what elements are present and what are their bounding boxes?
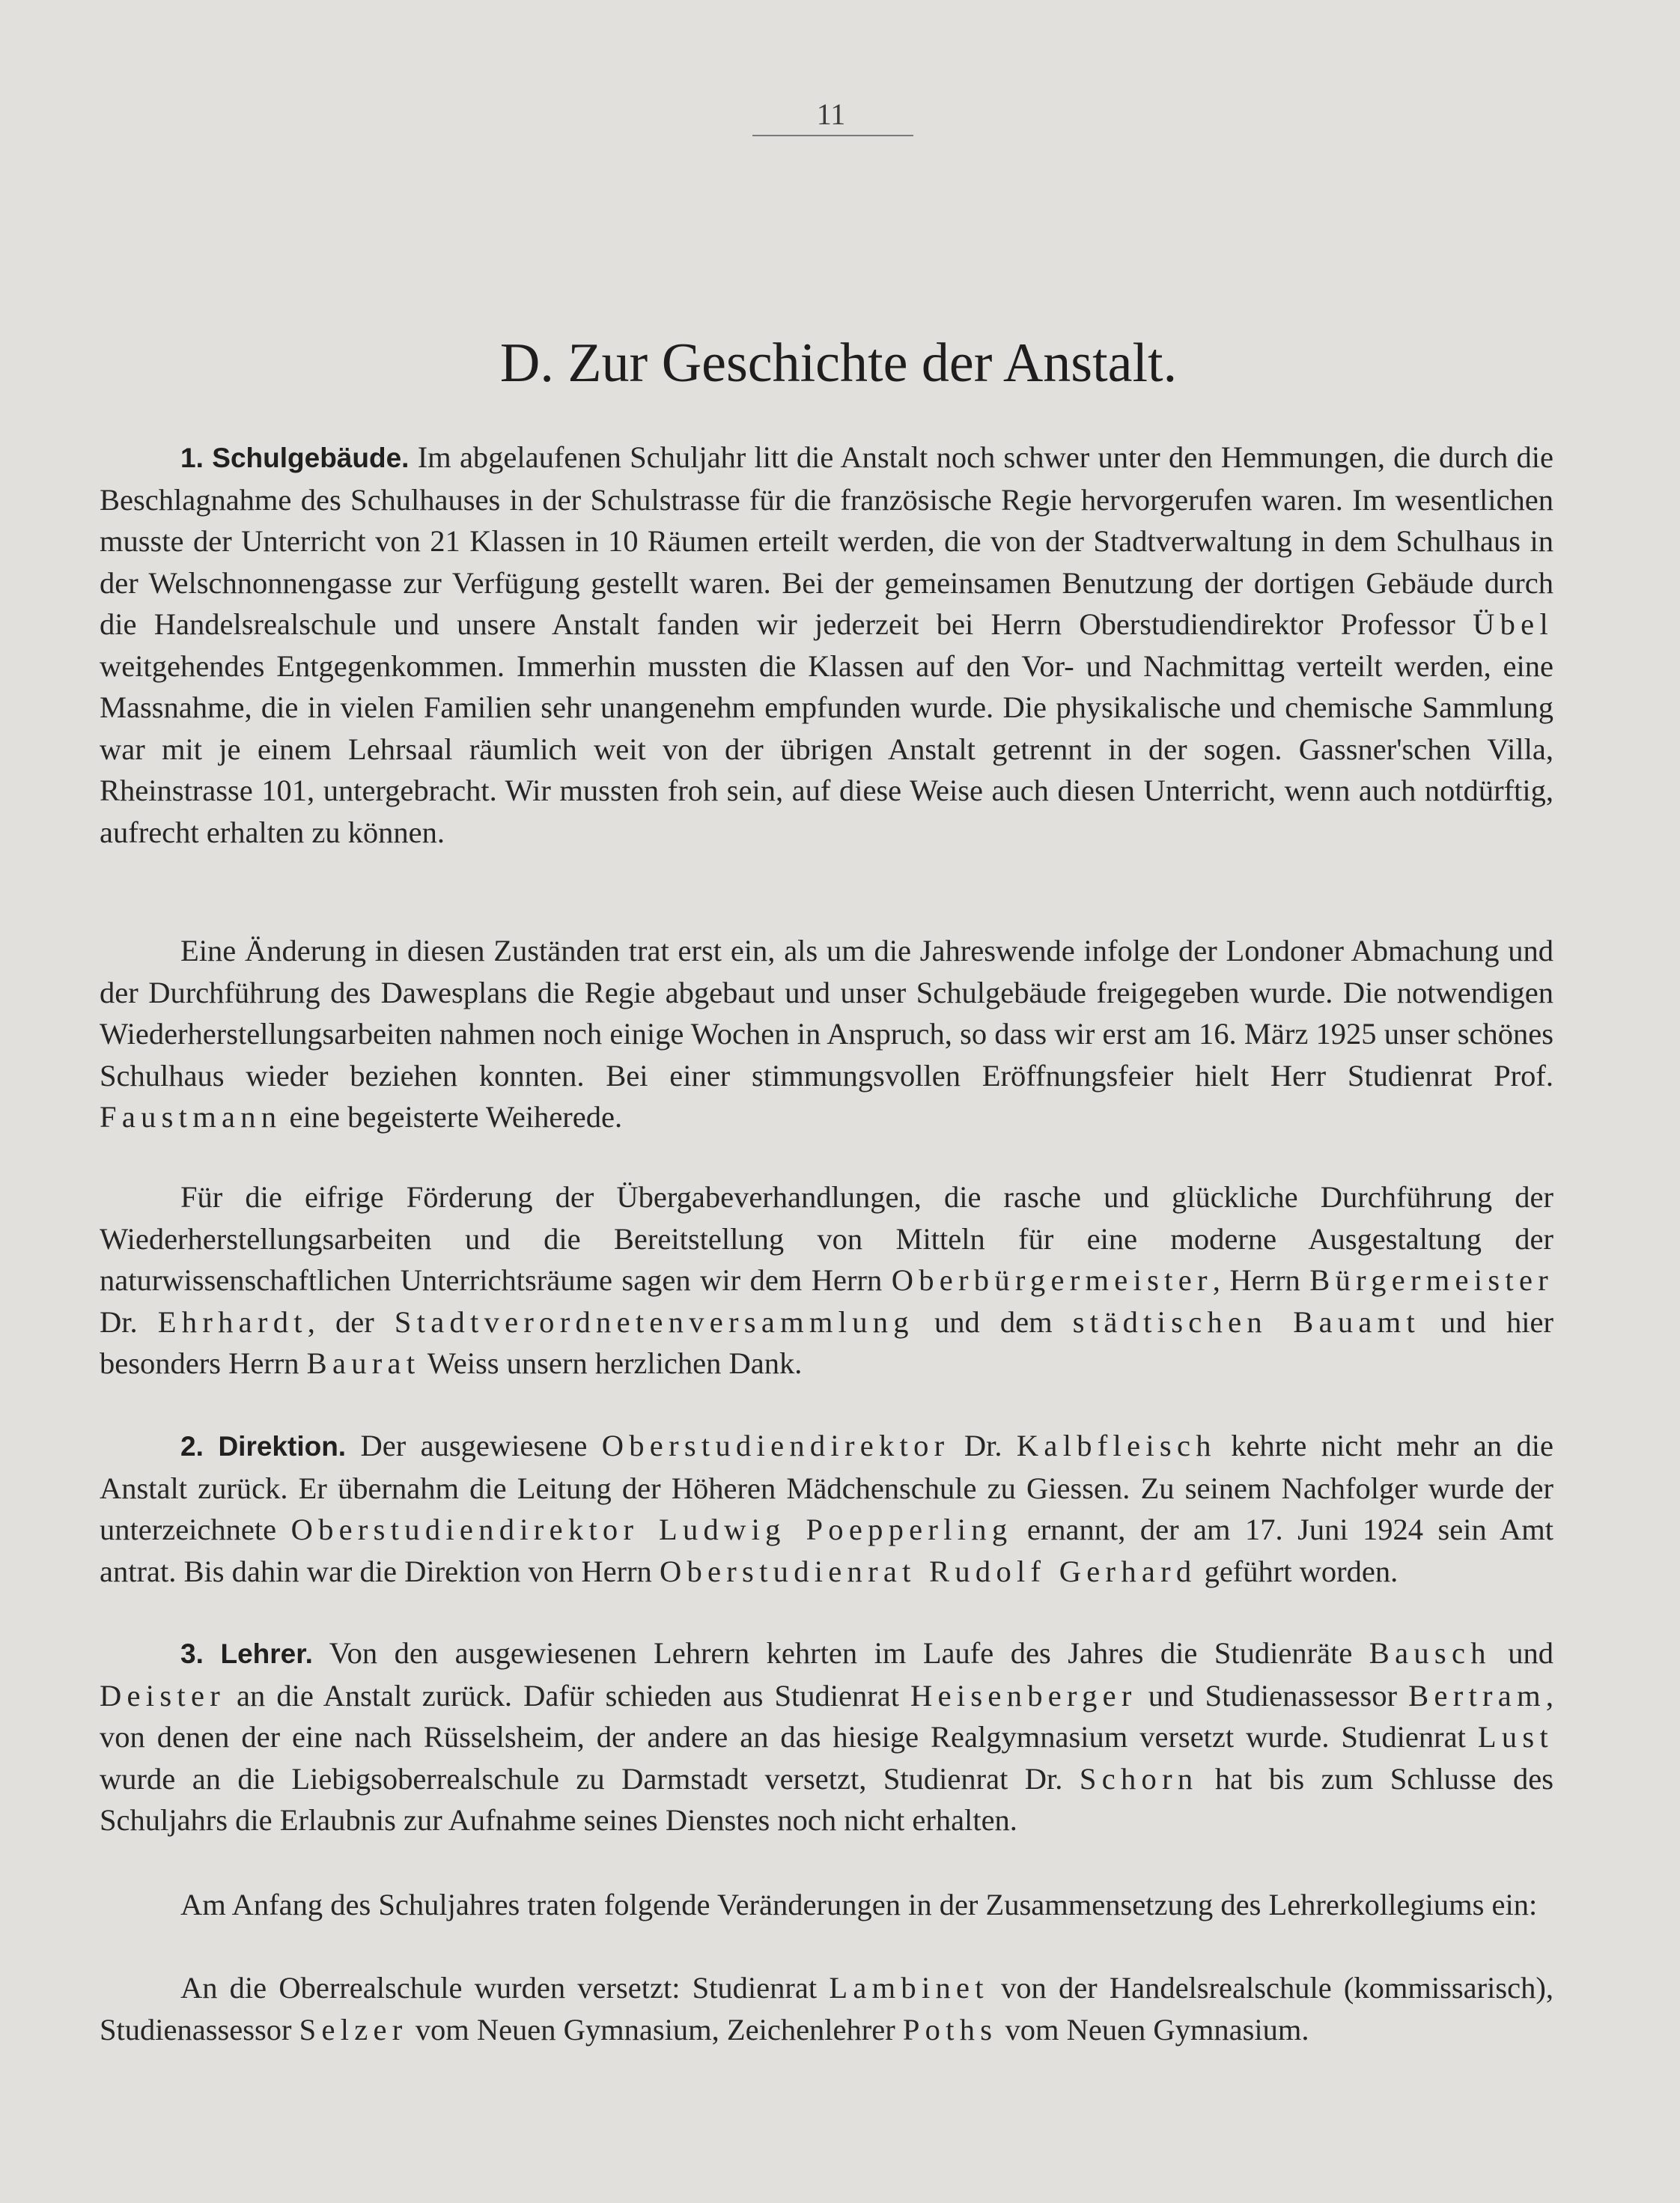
paragraph-text: , der [307, 1304, 395, 1339]
paragraph-text: Dr. [100, 1304, 158, 1339]
paragraph-text: geführt worden. [1196, 1554, 1399, 1588]
spaced-name: Übel [1473, 607, 1553, 641]
spaced-name: Bürgermeister [1309, 1263, 1553, 1297]
paragraph-text: vom Neuen Gymnasium, Zeichenlehrer [407, 2012, 903, 2046]
page-number-rule [752, 135, 913, 136]
paragraph-text: , von denen der eine nach Rüsselsheim, der andere an das hiesige Realgymnasium versetzt wurde. Studienrat [100, 1678, 1553, 1754]
spaced-name: städtischen Bauamt [1072, 1304, 1421, 1339]
paragraph-text: Der ausgewiesene [346, 1429, 602, 1462]
paragraph-text: Für die eifrige Förderung der Übergabeverhandlungen, die rasche und glückliche Durchführung der Wiederherstellungsarbeiten und die Bereitstellung von Mitteln für eine moderne Ausgestaltung der naturwissenschaftlichen Unterrichtsräume sagen wir dem Herrn [100, 1180, 1553, 1297]
paragraph-text: Eine Änderung in diesen Zuständen trat erst ein, als um die Jahreswende infolge der Londoner Abmachung und der Durchführung des Dawesplans die Regie abgebaut und unser Schulgebäude freigegeben wurde. Die notwendigen Wiederherstellungsarbeiten nahmen noch einige Wochen in Anspruch, so dass wir erst am 16. März 1925 unser schönes Schulhaus wieder beziehen konnten. Bei einer stimmungsvollen Eröffnungsfeier hielt Herr Studienrat Prof. [100, 934, 1553, 1093]
paragraph-dank [100, 1176, 1553, 1385]
heading-schulgebaeude: 1. Schulgebäude. [180, 443, 410, 473]
section-title: D. Zur Geschichte der Anstalt. [499, 332, 1178, 394]
spaced-name: Oberstudienrat Rudolf Gerhard [659, 1554, 1197, 1588]
paragraph-text: wurde an die Liebigsoberrealschule zu Darmstadt versetzt, Studienrat Dr. [100, 1761, 1080, 1796]
paragraph-text: weitgehendes Entgegenkommen. Immerhin mussten die Klassen auf den Vor- und Nachmittag verteilt werden, eine Massnahme, die in vielen Familien sehr unangenehm empfunden wurde. Die physikalische und chemische Sammlung war mit je einem Lehrsaal räumlich weit von der übrigen Anstalt getrennt in der sogen. Gassner'schen Villa, Rheinstrasse 101, untergebracht. Wir mussten froh sein, auf diese Weise auch diesen Unterricht, wenn auch notdürftig, aufrecht erhalten zu können. [100, 648, 1553, 849]
paragraph-text: An die Oberrealschule wurden versetzt: Studienrat [180, 1971, 830, 2005]
spaced-name: Heisenberger [910, 1678, 1137, 1713]
paragraph-direktion [100, 1425, 1553, 1592]
paragraph-text: Dr. [949, 1429, 1017, 1462]
spaced-name: Ehrhardt [157, 1304, 308, 1339]
paragraph-aenderung [100, 930, 1553, 1138]
heading-lehrer: 3. Lehrer. [180, 1638, 313, 1669]
paragraph-text: und dem [913, 1304, 1073, 1339]
paragraph-text: und hier besonders Herrn [100, 1304, 1553, 1380]
spaced-name: Lust [1477, 1720, 1553, 1754]
paragraph-text: , Herrn [1212, 1263, 1310, 1297]
paragraph-anfang [100, 1884, 1553, 1926]
paragraph-text: ernannt, der am 17. Juni 1924 sein Amt antrat. Bis dahin war die Direktion von Herrn [100, 1513, 1553, 1588]
spaced-name: Schorn [1079, 1761, 1199, 1796]
spaced-name: Oberbürgermeister [891, 1263, 1213, 1297]
paragraph-text: eine begeisterte Weiherede. [281, 1100, 623, 1134]
spaced-name: Selzer [299, 2012, 408, 2046]
spaced-name: Stadtverordnetenversammlung [394, 1304, 914, 1339]
spaced-name: Oberstudiendirektor Ludwig Poepperling [290, 1513, 1013, 1546]
spaced-name: Lambinet [829, 1971, 989, 2005]
spaced-name: Poths [902, 2012, 998, 2046]
spaced-name: Oberstudiendirektor [601, 1429, 950, 1462]
paragraph-schulgebaeude [100, 437, 1553, 853]
spaced-name: Deister [100, 1678, 225, 1713]
spaced-name: Bausch [1369, 1636, 1491, 1670]
paragraph-lehrer [100, 1632, 1553, 1841]
paragraph-text: und [1491, 1636, 1553, 1670]
paragraph-text: hat bis zum Schlusse des Schuljahrs die Erlaubnis zur Aufnahme seines Dienstes noch nicht erhalten. [100, 1761, 1553, 1837]
paragraph-text: von der Handelsrealschule (kommissarisch), Studienassessor [100, 1971, 1553, 2046]
paragraph-text: an die Anstalt zurück. Dafür schieden aus Studienrat [225, 1678, 911, 1713]
heading-direktion: 2. Direktion. [180, 1431, 347, 1462]
paragraph-text: Am Anfang des Schuljahres traten folgende Veränderungen in der Zusammensetzung des Lehrerkollegiums ein: [180, 1888, 1538, 1921]
paragraph-text: kehrte nicht mehr an die Anstalt zurück. Er übernahm die Leitung der Höheren Mädchenschule zu Giessen. Zu seinem Nachfolger wurde der unterzeichnete [100, 1429, 1553, 1546]
spaced-name: Bertram [1408, 1678, 1546, 1713]
spaced-name: Faustmann [100, 1100, 282, 1134]
paragraph-versetzt [100, 1967, 1553, 2050]
paragraph-text: vom Neuen Gymnasium. [997, 2012, 1309, 2046]
spaced-name: Baurat [306, 1346, 421, 1380]
paragraph-text: Von den ausgewiesenen Lehrern kehrten im Laufe des Jahres die Studienräte [312, 1636, 1369, 1670]
page-number: 11 [816, 97, 846, 131]
paragraph-text: und Studienassessor [1136, 1678, 1409, 1713]
paragraph-text: Im abgelaufenen Schuljahr litt die Anstalt noch schwer unter den Hemmungen, die durch die Beschlagnahme des Schulhauses in der Schulstrasse für die französische Regie hervorgerufen waren. Im wesentlichen musste der Unterricht von 21 Klassen in 10 Räumen erteilt werden, die von der Stadtverwaltung in dem Schulhaus in der Welschnonnengasse zur Verfügung gestellt waren. Bei der gemeinsamen Benutzung der dortigen Gebäude durch die Handelsrealschule und unsere Anstalt fanden wir jederzeit bei Herrn Oberstudiendirektor Professor [100, 440, 1553, 641]
spaced-name: Kalbfleisch [1016, 1429, 1217, 1462]
paragraph-text: Weiss unsern herzlichen Dank. [420, 1346, 803, 1380]
